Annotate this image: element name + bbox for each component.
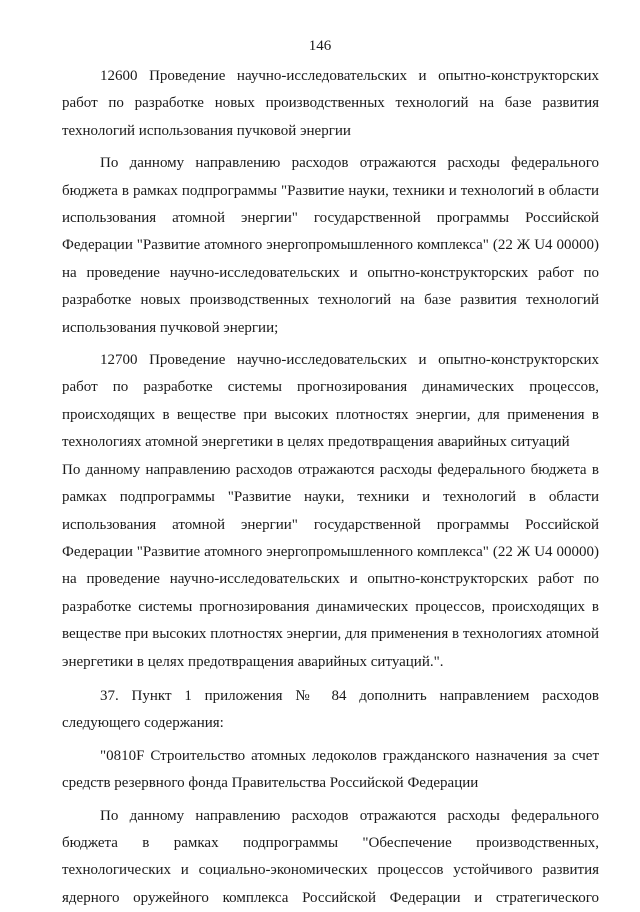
page-number: 146 [308, 38, 332, 54]
paragraph-0810f-description: По данному направлению расходов отражаются расходы федерального бюджета в рамках подпрограммы "Обеспечение производственных, технологических и социально-экономических процессов устойчивого развития ядерного оружейного комплекса Российской Федерации и стратегического [62, 807, 599, 906]
paragraph-12700-heading: 12700 Проведение научно-исследовательских и опытно-конструкторских работ по разработке системы прогнозирования динамических процессов, происходящих в веществе при высоких плотностях энергии, для применения в технологиях атомной энергетики в целях предотвращения аварийных ситуаций [62, 352, 599, 451]
paragraph-12600-description: По данному направлению расходов отражаются расходы федерального бюджета в рамках подпрограммы "Развитие науки, техники и технологий в области использования атомной энергии" государственной программы Российской Федерации "Развитие атомного энергопромышленного комплекса" (22 Ж U4 00000) на проведение научно-исследовательских и опытно-конструкторских работ по разработке новых производственных технологий на базе развития технологий использования пучковой энергии; [62, 155, 599, 336]
paragraph-item-37: 37. Пункт 1 приложения № 84 дополнить направлением расходов следующего содержания: [62, 687, 599, 732]
paragraph-12600-heading: 12600 Проведение научно-исследовательских и опытно-конструкторских работ по разработке новых производственных технологий на базе развития технологий использования пучковой энергии [62, 68, 599, 139]
document-body [62, 63, 599, 912]
paragraph-12700-description: По данному направлению расходов отражаются расходы федерального бюджета в рамках подпрограммы "Развитие науки, техники и технологий в области использования атомной энергии" государственной программы Российской Федерации "Развитие атомного энергопромышленного комплекса" (22 Ж U4 00000) на проведение научно-исследовательских и опытно-конструкторских работ по разработке системы прогнозирования динамических процессов, происходящих в веществе при высоких плотностях энергии, для применения в технологиях атомной энергетики в целях предотвращения аварийных ситуаций.". [62, 461, 599, 670]
paragraph-0810f-heading: "0810F Строительство атомных ледоколов гражданского назначения за счет средств резервного фонда Правительства Российской Федерации [62, 747, 599, 792]
